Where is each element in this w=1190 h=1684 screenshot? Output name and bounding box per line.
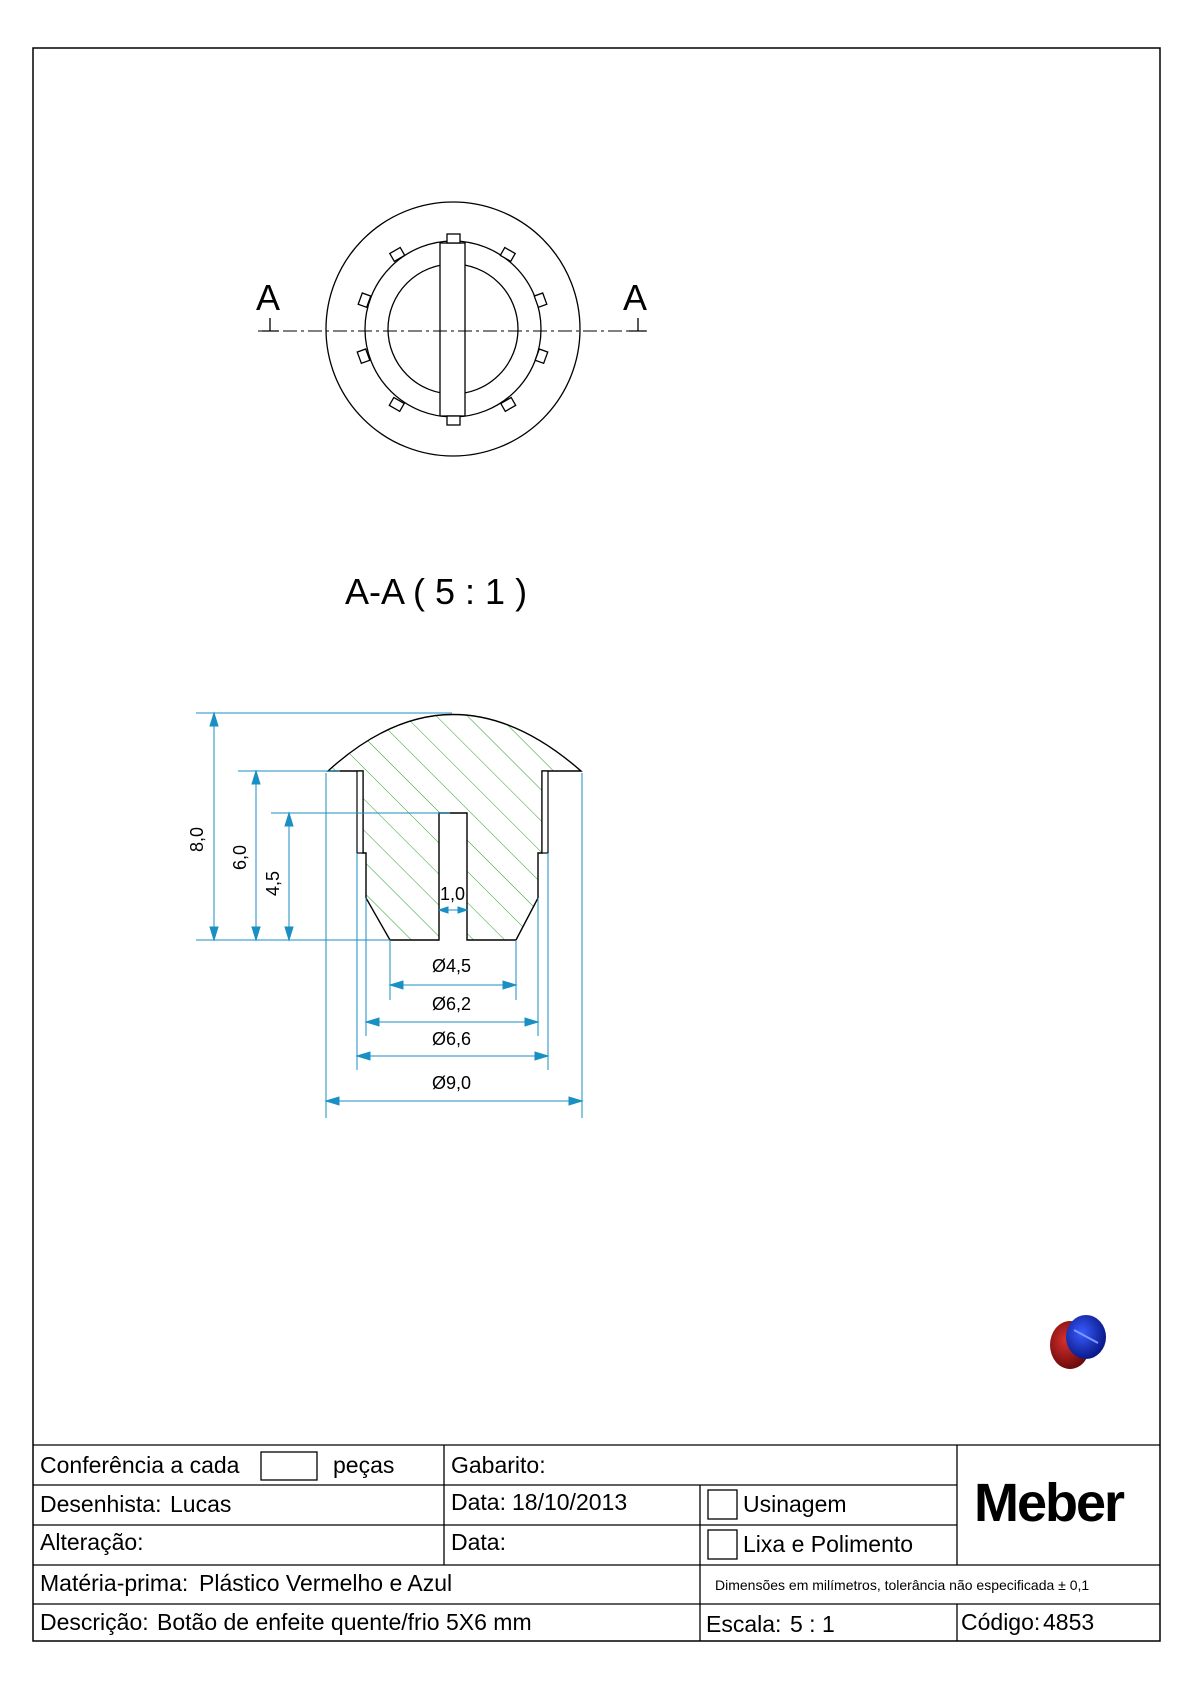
usinagem-label: Usinagem bbox=[743, 1491, 847, 1517]
desenhista-value: Lucas bbox=[170, 1491, 232, 1517]
escala-value: 5 : 1 bbox=[790, 1611, 835, 1637]
lixa-checkbox[interactable] bbox=[708, 1530, 737, 1559]
dim-height-body: 6,0 bbox=[230, 844, 250, 870]
lixa-label: Lixa e Polimento bbox=[743, 1531, 914, 1557]
codigo-label: Código: bbox=[961, 1609, 1041, 1635]
usinagem-checkbox[interactable] bbox=[708, 1490, 737, 1519]
desenhista-label: Desenhista: bbox=[40, 1491, 162, 1517]
alteracao-label: Alteração: bbox=[40, 1529, 144, 1555]
dim-dia-1: Ø4,5 bbox=[432, 956, 472, 976]
dim-slot-width: 1,0 bbox=[440, 884, 466, 904]
gabarito-label: Gabarito: bbox=[451, 1452, 546, 1478]
part-3d-preview bbox=[1050, 1315, 1106, 1369]
section-marker-right: A bbox=[623, 277, 648, 318]
escala-label: Escala: bbox=[706, 1611, 782, 1637]
data2-label: Data: bbox=[451, 1529, 506, 1555]
section-marker-left: A bbox=[256, 277, 281, 318]
dim-height-total: 8,0 bbox=[187, 826, 207, 852]
dim-dia-3: Ø6,6 bbox=[432, 1029, 472, 1049]
conferencia-box[interactable] bbox=[261, 1452, 317, 1480]
section-view-title: A-A ( 5 : 1 ) bbox=[345, 571, 528, 612]
dim-dia-4: Ø9,0 bbox=[432, 1073, 472, 1093]
top-view bbox=[258, 202, 648, 456]
slot-bar bbox=[440, 243, 465, 416]
pecas-label: peças bbox=[333, 1452, 395, 1478]
tolerancia-note: Dimensões em milímetros, tolerância não especificada ± 0,1 bbox=[715, 1577, 1090, 1593]
codigo-value: 4853 bbox=[1043, 1609, 1095, 1635]
dim-dia-2: Ø6,2 bbox=[432, 994, 472, 1014]
dim-slot-depth: 4,5 bbox=[263, 870, 283, 896]
data-value: 18/10/2013 bbox=[512, 1489, 628, 1515]
data-label: Data: bbox=[451, 1489, 506, 1515]
descricao-label: Descrição: bbox=[40, 1609, 149, 1635]
section-view bbox=[320, 700, 590, 950]
materia-label: Matéria-prima: bbox=[40, 1570, 189, 1596]
company-logo: Meber bbox=[974, 1473, 1124, 1533]
descricao-value: Botão de enfeite quente/frio 5X6 mm bbox=[157, 1609, 532, 1635]
materia-value: Plástico Vermelho e Azul bbox=[199, 1570, 453, 1596]
conferencia-label: Conferência a cada bbox=[40, 1452, 240, 1478]
